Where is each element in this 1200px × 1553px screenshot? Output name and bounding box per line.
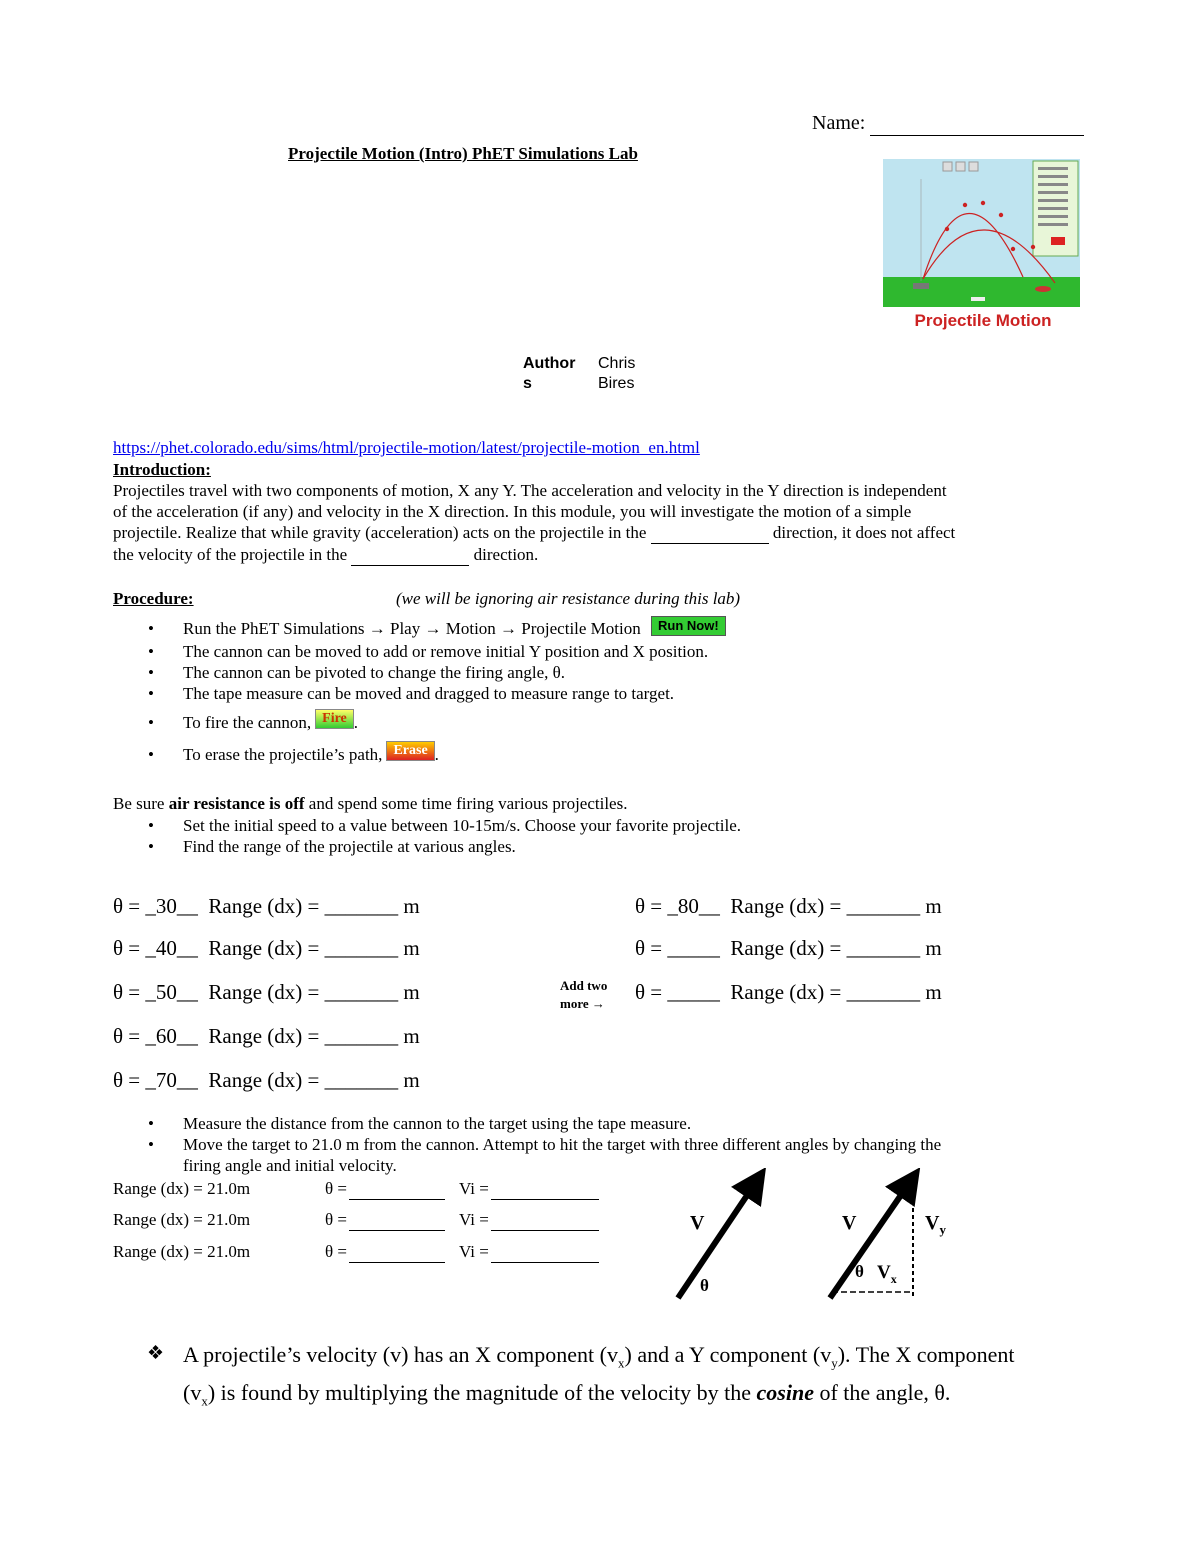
component-line-2: [183, 1378, 1103, 1416]
authors-block: [523, 354, 575, 394]
component-line-1a: A projectile’s velocity (v) has an X component (v: [183, 1342, 618, 1367]
authors-label-2: s: [523, 375, 532, 392]
introduction-section: [113, 459, 1093, 566]
list-item: • Find the range of the projectile at various angles.: [148, 836, 741, 857]
target-list: [148, 1113, 941, 1176]
direction-blank-1[interactable]: [651, 522, 769, 544]
range-row-left-2: [113, 936, 420, 961]
range-value: Range (dx) = _______ m: [208, 1068, 420, 1092]
theta-label-right: θ: [855, 1262, 864, 1281]
authors-label-1: Author: [523, 355, 576, 372]
theta-blank[interactable]: [349, 1178, 445, 1200]
v-label-right: V: [842, 1212, 857, 1234]
component-line-1b: ) and a Y component (v: [624, 1342, 832, 1367]
list-item: • The cannon can be pivoted to change the firing angle, θ.: [148, 662, 726, 683]
target-range: Range (dx) = 21.0m: [113, 1179, 251, 1198]
add-two-line-1: Add two: [560, 978, 608, 993]
target-range: Range (dx) = 21.0m: [113, 1210, 251, 1229]
run-now-button[interactable]: Run Now!: [651, 616, 726, 636]
list-item: [148, 617, 726, 641]
range-row-left-4: [113, 1024, 420, 1049]
air-bold: air resistance is off: [168, 794, 305, 813]
target-vi: Vi =: [458, 1210, 489, 1229]
procedure-step-fire: To fire the cannon,: [183, 713, 312, 732]
introduction-line-3: [113, 522, 1093, 544]
thumbnail-caption: Projectile Motion: [914, 311, 1052, 330]
target-vi: Vi =: [458, 1242, 489, 1261]
target-row-1: [113, 1178, 599, 1200]
range-row-left-5: [113, 1068, 420, 1093]
introduction-line-3b: direction, it does not affect: [772, 523, 956, 542]
introduction-line-3a: projectile. Realize that while gravity (acceleration) acts on the projectile in the: [113, 523, 647, 542]
range-theta: θ = _30__: [113, 894, 198, 918]
direction-blank-2[interactable]: [351, 544, 469, 566]
simulation-thumbnail: [883, 159, 1080, 307]
air-post: and spend some time firing various projectiles.: [308, 794, 628, 813]
add-two-line-2: more →: [560, 996, 605, 1011]
author-last-name: Bires: [598, 375, 635, 392]
component-cosine: cosine: [756, 1380, 814, 1406]
list-item: • The tape measure can be moved and dragged to measure range to target.: [148, 683, 726, 707]
vi-blank[interactable]: [491, 1178, 599, 1200]
list-item: • The cannon can be moved to add or remove initial Y position and X position.: [148, 641, 726, 662]
component-line-1: [183, 1340, 1103, 1378]
range-row-left-3: [113, 980, 420, 1005]
procedure-list: [148, 617, 726, 771]
target-row-3: [113, 1241, 599, 1263]
vx-label: [877, 1262, 897, 1287]
range-value: Range (dx) = _______ m: [208, 980, 420, 1004]
range-row-right-2: [635, 936, 942, 961]
range-theta: θ = _____: [635, 936, 720, 960]
target-theta: θ =: [325, 1242, 347, 1261]
v-label-left: V: [690, 1212, 705, 1234]
list-item: • Measure the distance from the cannon to the target using the tape measure.: [148, 1113, 941, 1134]
procedure-heading: Procedure:: [113, 589, 194, 608]
simulation-thumbnail-image: [883, 159, 1080, 307]
range-value: Range (dx) = _______ m: [208, 894, 420, 918]
target-range: Range (dx) = 21.0m: [113, 1242, 251, 1261]
theta-blank[interactable]: [349, 1209, 445, 1231]
target-bullet-2b: firing angle and initial velocity.: [183, 1156, 397, 1175]
component-sub-y: y: [831, 1355, 838, 1371]
air-pre: Be sure: [113, 794, 165, 813]
procedure-step-erase-end: .: [434, 745, 439, 764]
range-row-left-1: [113, 894, 420, 919]
range-row-right-3: [635, 980, 942, 1005]
erase-button[interactable]: Erase: [386, 741, 434, 761]
vy-label: [925, 1212, 946, 1238]
range-value: Range (dx) = _______ m: [208, 1024, 420, 1048]
air-list: [148, 815, 741, 857]
vi-blank[interactable]: [491, 1241, 599, 1263]
introduction-line-4: [113, 544, 1093, 566]
air-resistance-instruction: [113, 793, 627, 814]
target-vi: Vi =: [458, 1179, 489, 1198]
list-item: [148, 739, 726, 771]
procedure-step-fire-end: .: [353, 713, 359, 732]
component-line-2c: of the angle, θ.: [819, 1380, 951, 1406]
add-two-more-note: [560, 977, 607, 1013]
component-line-1c: ). The X component: [837, 1342, 1015, 1367]
range-theta: θ = _____: [635, 980, 720, 1004]
range-theta: θ = _50__: [113, 980, 198, 1004]
author-first-name: Chris: [598, 355, 636, 372]
diamond-bullet: ❖: [147, 1343, 165, 1364]
introduction-line-4b: direction.: [473, 545, 539, 564]
introduction-line-4a: the velocity of the projectile in the: [113, 545, 348, 564]
range-value: Range (dx) = _______ m: [730, 894, 942, 918]
vy-main: V: [925, 1212, 940, 1234]
component-line-2a: (v: [183, 1380, 202, 1406]
target-bullet-2a: • Move the target to 21.0 m from the cannon. Attempt to hit the target with three different angles by changing the: [183, 1135, 942, 1154]
theta-label-left: θ: [700, 1276, 709, 1295]
procedure-step-run: Run the PhET Simulations → Play → Motion → Projectile Motion: [183, 619, 641, 638]
range-theta: θ = _40__: [113, 936, 198, 960]
fire-button[interactable]: Fire: [315, 709, 354, 729]
velocity-arrow-resolved: [830, 1182, 910, 1298]
list-item: • Set the initial speed to a value between 10-15m/s. Choose your favorite projectile.: [148, 815, 741, 836]
vx-sub: x: [890, 1271, 897, 1286]
simulation-link[interactable]: https://phet.colorado.edu/sims/html/projectile-motion/latest/projectile-motion_en.html: [113, 438, 700, 457]
component-sub-x: x: [618, 1355, 625, 1371]
range-theta: θ = _60__: [113, 1024, 198, 1048]
component-explanation: [183, 1340, 1103, 1417]
range-value: Range (dx) = _______ m: [730, 980, 942, 1004]
velocity-arrow: [678, 1182, 756, 1298]
component-line-2b: ) is found by multiplying the magnitude of the velocity by the: [207, 1380, 752, 1406]
page-title: Projectile Motion (Intro) PhET Simulations Lab: [288, 144, 638, 163]
list-item: [148, 707, 726, 739]
procedure-step-erase: To erase the projectile’s path,: [183, 745, 383, 764]
name-label: Name:: [812, 112, 866, 134]
name-blank[interactable]: [870, 112, 1084, 136]
range-value: Range (dx) = _______ m: [208, 936, 420, 960]
target-theta: θ =: [325, 1179, 347, 1198]
vx-main: V: [877, 1262, 891, 1283]
range-value: Range (dx) = _______ m: [730, 936, 942, 960]
vi-blank[interactable]: [491, 1209, 599, 1231]
vy-sub: y: [939, 1222, 946, 1237]
target-row-2: [113, 1209, 599, 1231]
author-names: [598, 354, 635, 394]
name-field: [812, 112, 1084, 136]
introduction-heading: Introduction:: [113, 460, 211, 479]
procedure-note: (we will be ignoring air resistance during this lab): [396, 589, 741, 608]
target-theta: θ =: [325, 1210, 347, 1229]
range-theta: θ = _70__: [113, 1068, 198, 1092]
range-theta: θ = _80__: [635, 894, 720, 918]
theta-blank[interactable]: [349, 1241, 445, 1263]
range-row-right-1: [635, 894, 942, 919]
introduction-line-2: of the acceleration (if any) and velocity in the X direction. In this module, you will investigate the motion of a simple: [113, 502, 912, 521]
component-sub-x-2: x: [201, 1393, 208, 1409]
introduction-line-1: Projectiles travel with two components of motion, X any Y. The acceleration and velocity in the Y direction is independent: [113, 481, 947, 500]
